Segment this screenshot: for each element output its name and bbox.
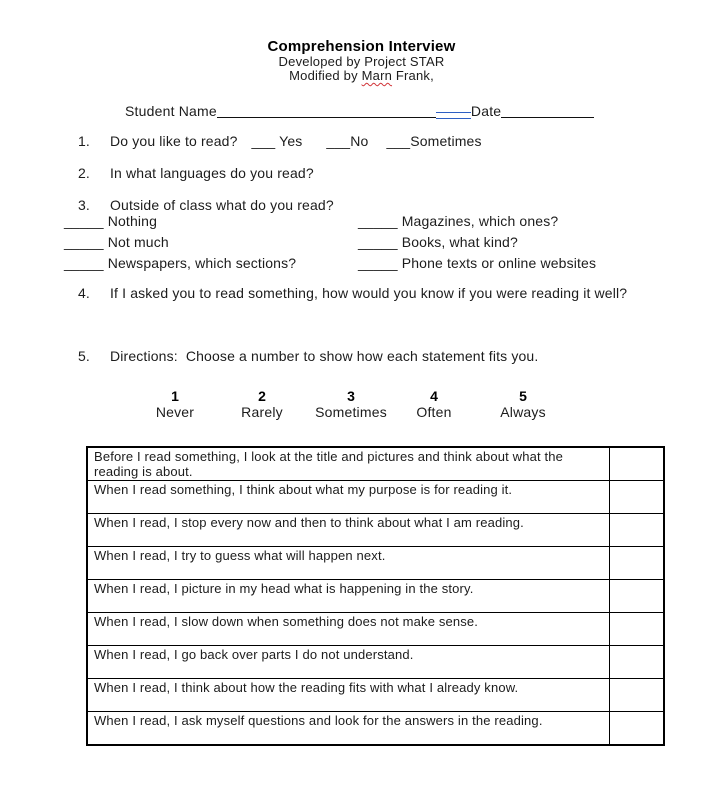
statement-row	[87, 481, 664, 514]
statement-row	[87, 679, 664, 712]
question-5-text: Directions: Choose a number to show how each statement fits you.	[110, 348, 539, 364]
score-cell[interactable]	[609, 514, 664, 547]
q3-option-not-much[interactable]: _____ Not much	[64, 234, 169, 250]
q3-option-phone[interactable]: _____ Phone texts or online websites	[358, 255, 597, 271]
statement-text: When I read, I picture in my head what is happening in the story.	[87, 580, 609, 613]
question-2-number: 2.	[78, 165, 90, 181]
q3-option-magazines[interactable]: _____ Magazines, which ones?	[358, 213, 559, 229]
scale-number: 4	[430, 388, 438, 404]
question-1	[78, 133, 482, 149]
score-cell[interactable]	[609, 646, 664, 679]
scale-item-rarely	[212, 388, 312, 420]
question-2-text: In what languages do you read?	[110, 165, 314, 181]
scale-label: Never	[155, 404, 195, 420]
q3-option-newspapers[interactable]: _____ Newspapers, which sections?	[64, 255, 297, 271]
subtitle-developed-by: Developed by Project STAR	[278, 54, 445, 69]
q1-option-no[interactable]: ___No	[326, 133, 369, 149]
question-3-text: Outside of class what do you read?	[110, 197, 334, 213]
statements-table	[86, 446, 665, 746]
scale-item-always	[473, 388, 573, 420]
score-cell[interactable]	[609, 712, 664, 745]
question-4-number: 4.	[78, 285, 90, 301]
question-1-number: 1.	[78, 133, 90, 149]
statement-row	[87, 613, 664, 646]
scale-number: 1	[171, 388, 179, 404]
statement-text: When I read, I stop every now and then to think about what I am reading.	[87, 514, 609, 547]
statement-row	[87, 646, 664, 679]
date-blank[interactable]	[501, 103, 594, 118]
scale-number: 2	[258, 388, 266, 404]
statement-text: When I read, I ask myself questions and look for the answers in the reading.	[87, 712, 609, 745]
question-3-number: 3.	[78, 197, 90, 213]
student-name-label: Student Name	[125, 103, 217, 119]
question-3	[78, 197, 334, 213]
student-name-blank[interactable]	[217, 103, 436, 118]
scale-label: Rarely	[241, 404, 283, 420]
scale-number: 3	[347, 388, 355, 404]
modified-by-prefix: Modified by	[289, 68, 362, 83]
statement-text: When I read, I try to guess what will happen next.	[87, 547, 609, 580]
statement-row	[87, 547, 664, 580]
score-cell[interactable]	[609, 580, 664, 613]
score-cell[interactable]	[609, 447, 664, 481]
score-cell[interactable]	[609, 613, 664, 646]
score-cell[interactable]	[609, 481, 664, 514]
subtitle-modified-by	[0, 69, 723, 83]
statement-text: When I read, I slow down when something does not make sense.	[87, 613, 609, 646]
scale-item-never	[125, 388, 225, 420]
document-header	[0, 38, 723, 83]
scale-label: Often	[416, 404, 452, 420]
score-cell[interactable]	[609, 547, 664, 580]
scale-number: 5	[519, 388, 527, 404]
statement-text: When I read, I think about how the reading fits with what I already know.	[87, 679, 609, 712]
question-1-text: Do you like to read?	[110, 133, 238, 149]
q1-option-yes[interactable]: ___ Yes	[251, 133, 303, 149]
scale-label: Sometimes	[315, 404, 387, 420]
scale-label: Always	[500, 404, 546, 420]
modified-by-suffix: Frank,	[392, 68, 434, 83]
statement-row	[87, 514, 664, 547]
name-date-line	[125, 103, 594, 119]
q1-option-sometimes[interactable]: ___Sometimes	[386, 133, 482, 149]
q3-option-books[interactable]: _____ Books, what kind?	[358, 234, 518, 250]
score-cell[interactable]	[609, 679, 664, 712]
question-2	[78, 165, 314, 181]
question-4	[78, 285, 627, 301]
q3-option-nothing[interactable]: _____ Nothing	[64, 213, 158, 229]
statement-row	[87, 712, 664, 745]
question-5	[78, 348, 538, 364]
scale-item-often	[384, 388, 484, 420]
grammar-check-mark	[436, 112, 471, 119]
misspelled-word: Marn	[361, 68, 393, 83]
date-label: Date	[470, 103, 502, 119]
statement-text: Before I read something, I look at the title and pictures and think about what the reading is about.	[87, 447, 609, 481]
statement-text: When I read, I go back over parts I do not understand.	[87, 646, 609, 679]
statement-row	[87, 580, 664, 613]
question-5-number: 5.	[78, 348, 90, 364]
question-4-text: If I asked you to read something, how would you know if you were reading it well?	[110, 285, 628, 301]
statement-row	[87, 447, 664, 481]
statement-text: When I read something, I think about what my purpose is for reading it.	[87, 481, 609, 514]
page-title: Comprehension Interview	[267, 38, 456, 55]
